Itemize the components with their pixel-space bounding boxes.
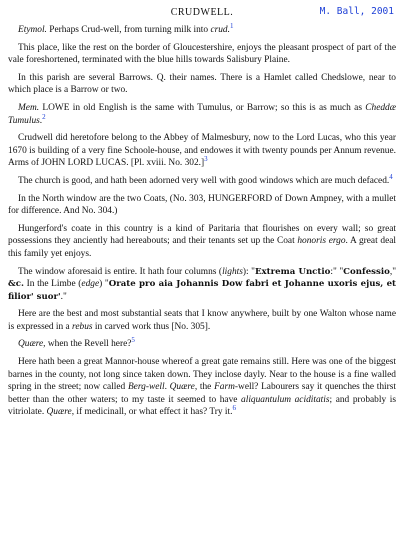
italic-rebus: rebus bbox=[72, 321, 93, 332]
italic-honoris-ergo: honoris ergo bbox=[297, 236, 346, 247]
paragraph-text: . bbox=[164, 382, 170, 393]
paragraph-text: Here hath been a great Mannor-house whereof a great gate remains still. Here was one of the biggest barnes in the county, not long since taken down. They inclose dayly. Near to the house is a fine walled spring in the street; now called bbox=[8, 357, 396, 393]
paragraph-text: Perhaps Crud-well, from turning milk into bbox=[46, 25, 211, 35]
page-title: CRUDWELL. bbox=[170, 7, 234, 18]
paragraph-revell bbox=[8, 338, 396, 351]
paragraph-abbey bbox=[8, 132, 396, 170]
paragraph-memorandum bbox=[8, 102, 396, 127]
paragraph-text: -well? Labourers say it quenches the thirst better than the other waters; to my taste it seemed to have bbox=[8, 382, 396, 405]
footnote-marker: 2 bbox=[42, 112, 46, 121]
paragraph-text: LOWE in old English is the same with Tumulus, or Barrow; so this is as much as bbox=[39, 102, 366, 113]
italic-farm: Farm bbox=[214, 382, 235, 393]
blackletter-text: &c. bbox=[8, 279, 24, 290]
label-etymol: Etymol. bbox=[18, 25, 47, 35]
paragraph-text: The church is good, and hath been adorned very well with good windows which are much defaced. bbox=[18, 175, 390, 186]
paragraph-text: , if medicinall, or what effect it has? Try it. bbox=[71, 407, 233, 418]
italic-crud: crud. bbox=[210, 25, 230, 35]
italic-quaere: Quære, bbox=[18, 339, 46, 350]
paragraph-barrows: In this parish are several Barrows. Q. their names. There is a Hamlet called Chedslowe, near to which place is a Barrow or two. bbox=[8, 72, 396, 96]
italic-aciditatis: aliquantulum aciditatis bbox=[241, 394, 330, 405]
italic-lights: lights bbox=[222, 266, 243, 277]
italic-edge: edge bbox=[81, 279, 100, 290]
paragraph-text: . bbox=[39, 115, 43, 126]
paragraph-text: in carved work thus [No. 305]. bbox=[92, 321, 211, 332]
italic-quaere: Quære bbox=[46, 407, 72, 418]
paragraph-church bbox=[8, 172, 396, 188]
paragraph-prospect: This place, like the rest on the border of Gloucestershire, enjoys the pleasant prospect of part of the vale foreshortened, terminated with the blue hills towards Salisbury Plaine. bbox=[8, 42, 396, 66]
paragraph-text: ." bbox=[60, 291, 67, 302]
paragraph-text: ," bbox=[389, 266, 397, 277]
paragraph-text: The window aforesaid is entire. It hath four columns ( bbox=[18, 266, 223, 277]
blackletter-text: Confessio bbox=[343, 266, 390, 277]
paragraph-text: Hungerford's coate in this country is a kind of Paritaria that flourishes on every wall; so great possessions they anciently had hereabouts; and their tenants set up the Coat bbox=[8, 223, 396, 247]
paragraph-text: :" " bbox=[330, 266, 344, 277]
paragraph-text: , the bbox=[194, 382, 215, 393]
italic-quaere: Quære bbox=[169, 382, 195, 393]
footnote-marker: 5 bbox=[131, 336, 135, 345]
paragraph-text: when the Revell here? bbox=[45, 339, 132, 350]
paragraph-text: Here are the best and most substantial seats that I know anywhere, built by one Walton whose name is expressed in a bbox=[8, 309, 396, 332]
blackletter-text: Extrema Unctio bbox=[254, 266, 331, 277]
paragraph-hungerford bbox=[8, 223, 396, 261]
paragraph-text: Crudwell did heretofore belong to the Abbey of Malmesbury, now to the Lord Lucas, who this year 1670 is building of a very fine Schoole-house, and endowes it with twenty pounds per Annum revenue. Arms of JOHN LORD LUCAS. [Pl. xviii. No. 302.] bbox=[8, 133, 396, 169]
footnote-marker: 4 bbox=[389, 172, 393, 181]
footnote-marker: 6 bbox=[232, 404, 236, 413]
paragraph-text: . A great deal this family yet enjoys. bbox=[8, 236, 396, 259]
paragraph-etymology bbox=[8, 21, 396, 37]
document-body bbox=[8, 21, 397, 424]
italic-berg-well: Berg-well bbox=[127, 382, 165, 393]
blackletter-text: Orate pro aia Johannis Dow fabri et Johanne uxoris ejus, et filior' suor' bbox=[8, 279, 397, 302]
footnote-marker: 1 bbox=[229, 21, 234, 30]
paragraph-text: ) " bbox=[99, 279, 109, 290]
paragraph-text: ): " bbox=[242, 266, 255, 277]
label-mem: Mem. bbox=[18, 102, 40, 113]
page-header bbox=[0, 5, 404, 21]
italic-cheddae: Cheddæ Tumulus bbox=[8, 102, 396, 126]
paragraph-text: ; and probably is vitriolate. bbox=[8, 394, 396, 418]
paragraph-seats bbox=[8, 308, 396, 333]
footnote-marker: 3 bbox=[204, 155, 208, 164]
paragraph-window-inscription bbox=[8, 266, 396, 304]
paragraph-mannor-house bbox=[8, 356, 396, 419]
handwritten-annotation: M. Ball, 2001 bbox=[319, 6, 394, 17]
paragraph-north-window: In the North window are the two Coats, (No. 303, HUNGERFORD of Down Ampney, with a mullet for difference. And No. 304.) bbox=[8, 193, 396, 217]
paragraph-text: In the Limbe ( bbox=[23, 279, 82, 290]
